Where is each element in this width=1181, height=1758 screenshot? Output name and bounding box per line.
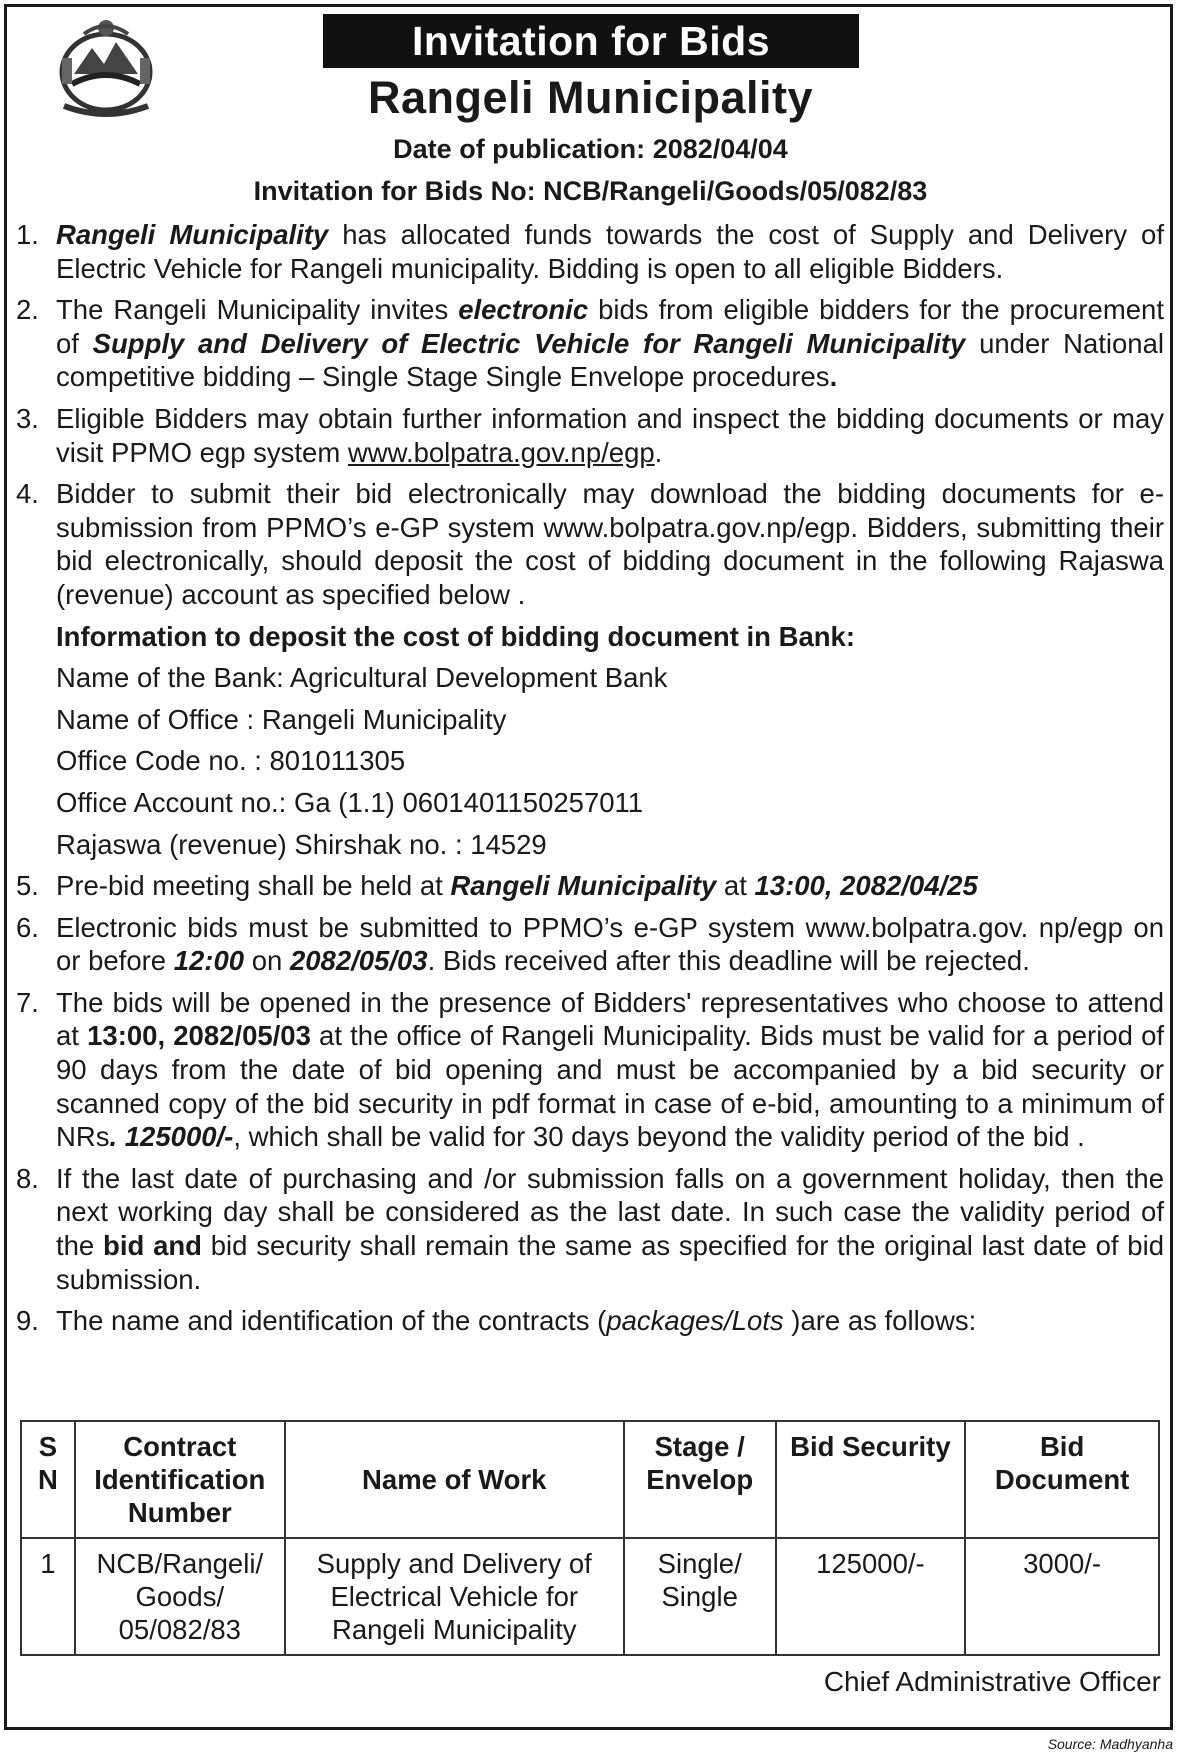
notice-body	[16, 218, 1164, 1346]
clause-3: 3. Eligible Bidders may obtain further information and inspect the bidding documents or may visit PPMO egp system www.bolpatra.gov.np/egp.	[16, 402, 1164, 468]
clause-9: 9. The name and identification of the contracts (packages/Lots )are as follows:	[16, 1305, 977, 1337]
header-bid-document: Bid Document	[965, 1421, 1159, 1538]
clause-number: 8.	[16, 1162, 39, 1194]
header-name-of-work: Name of Work	[285, 1421, 624, 1538]
revenue-shirshak: Rajaswa (revenue) Shirshak no. : 14529	[56, 828, 547, 860]
clause-number: 1.	[16, 219, 39, 250]
clause-number: 3.	[16, 402, 39, 434]
clause-number: 4.	[16, 478, 39, 510]
contracts-table	[20, 1420, 1160, 1656]
office-account: Office Account no.: Ga (1.1) 0601401150257011	[56, 786, 644, 818]
cell-contract-id: NCB/Rangeli/ Goods/ 05/082/83	[75, 1538, 285, 1655]
clause-number: 7.	[16, 986, 39, 1018]
egp-link[interactable]: www.bolpatra.gov.np/egp	[347, 436, 655, 468]
bank-info-heading: Information to deposit the cost of bidding document in Bank:	[56, 620, 855, 652]
clause-number: 2.	[16, 294, 39, 326]
clause-7: 7. The bids will be opened in the presence of Bidders' representatives who choose to attend at 13:00, 2082/05/03 at the office of Rangeli Municipality. Bids must be valid for a period of 90 days from the date of bid opening and must be accompanied by a bid security or scanned copy of the bid security in pdf format in case of e-bid, amounting to a minimum of NRs. 125000/-, which shall be valid for 30 days beyond the validity period of the bid .	[16, 986, 1165, 1153]
clause-number: 9.	[16, 1305, 39, 1337]
ifb-number: NCB/Rangeli/Goods/05/082/83	[543, 176, 928, 206]
clause-2: 2. The Rangeli Municipality invites electronic bids from eligible bidders for the procurement of Supply and Delivery of Electric Vehicle for Rangeli Municipality under National competitive bidding – Single Stage Single Envelope procedures.	[16, 294, 1164, 393]
cell-bid-document: 3000/-	[965, 1538, 1159, 1655]
table-row	[21, 1538, 1159, 1655]
ifb-label: Invitation for Bids No:	[253, 176, 536, 206]
bank-name: Name of the Bank: Agricultural Development Bank	[56, 662, 668, 694]
clause-number: 6.	[16, 911, 39, 943]
office-code: Office Code no. : 801011305	[56, 745, 406, 777]
clause-5: 5. Pre-bid meeting shall be held at Rangeli Municipality at 13:00, 2082/04/25	[16, 870, 978, 902]
office-name: Name of Office : Rangeli Municipality	[56, 703, 507, 735]
banner-title: Invitation for Bids	[323, 14, 859, 68]
header-contract-id: Contract Identification Number	[75, 1421, 285, 1538]
cell-stage-envelop: Single/ Single	[624, 1538, 776, 1655]
header-sn: S N	[21, 1421, 75, 1538]
signature: Chief Administrative Officer	[823, 1666, 1161, 1697]
ifb-number-line	[0, 176, 1181, 207]
source-credit: Source: Madhyanha	[1047, 1736, 1173, 1752]
clause-8: 8. If the last date of purchasing and /or submission falls on a government holiday, then the next working day shall be considered as the last date. In such case the validity period of the bid and bid security shall remain the same as specified for the original last date of bid submission.	[16, 1162, 1164, 1295]
publication-date-line	[0, 134, 1181, 165]
header-bid-security: Bid Security	[776, 1421, 966, 1538]
clause-6: 6. Electronic bids must be submitted to PPMO’s e-GP system www.bolpatra.gov. np/egp on or before 12:00 on 2082/05/03. Bids received after this deadline will be rejected.	[16, 911, 1164, 977]
clause-number: 5.	[16, 870, 39, 902]
bank-info	[16, 620, 1164, 862]
header-stage-envelop: Stage / Envelop	[624, 1421, 776, 1538]
clause-4: 4. Bidder to submit their bid electronically may download the bidding documents for e-submission from PPMO’s e-GP system www.bolpatra.gov.np/egp. Bidders, submitting their bid electronically, should deposit the cost of bidding document in the following Rajaswa (revenue) account as specified below .	[16, 478, 1164, 610]
clause-1: 1. Rangeli Municipality has allocated funds towards the cost of Supply and Delivery of Electric Vehicle for Rangeli municipality. Bidding is open to all eligible Bidders.	[16, 219, 1164, 284]
cell-name-of-work: Supply and Delivery of Electrical Vehicle for Rangeli Municipality	[285, 1538, 624, 1655]
cell-bid-security: 125000/-	[776, 1538, 966, 1655]
publication-label: Date of publication:	[393, 134, 646, 164]
cell-sn: 1	[21, 1538, 75, 1655]
municipality-title: Rangeli Municipality	[367, 72, 814, 123]
publication-date: 2082/04/04	[652, 134, 788, 164]
table-header-row	[21, 1421, 1159, 1538]
